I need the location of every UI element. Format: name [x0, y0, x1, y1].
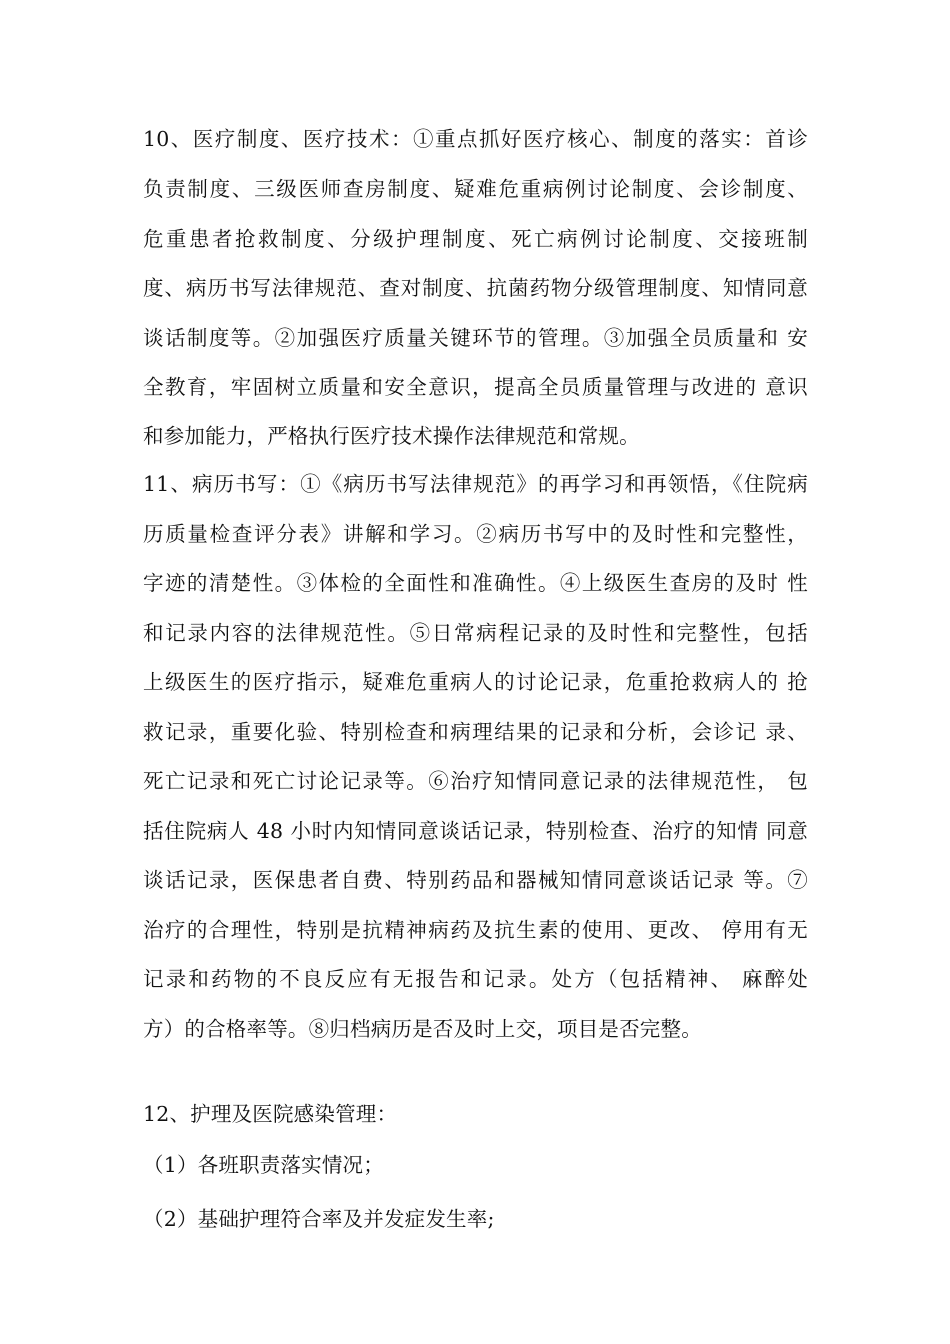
section-11-line-5: 上级医生的医疗指示，疑难危重病人的讨论记录，危重抢救病人的 抢 — [143, 670, 808, 694]
section-10-line-3: 危重患者抢救制度、分级护理制度、死亡病例讨论制度、交接班制 — [143, 227, 808, 251]
section-11-line-3: 字迹的清楚性。③体检的全面性和准确性。④上级医生查房的及时 性 — [143, 571, 808, 595]
section-11-line-11: 记录和药物的不良反应有无报告和记录。处方（包括精神、 麻醉处 — [143, 967, 808, 991]
section-12-item-1: （1）各班职责落实情况； — [143, 1153, 384, 1177]
section-11-line-9: 谈话记录，医保患者自费、特别药品和器械知情同意谈话记录 等。⑦ — [143, 868, 808, 892]
section-11-line-8: 括住院病人 48 小时内知情同意谈话记录，特别检查、治疗的知情 同意 — [143, 819, 808, 843]
section-11-line-6: 救记录，重要化验、特别检查和病理结果的记录和分析，会诊记 录、 — [143, 720, 808, 744]
section-10-line-4: 度、病历书写法律规范、查对制度、抗菌药物分级管理制度、知情同意 — [143, 276, 808, 300]
section-10-line-7: 和参加能力，严格执行医疗技术操作法律规范和常规。 — [143, 424, 640, 448]
section-11-line-7: 死亡记录和死亡讨论记录等。⑥治疗知情同意记录的法律规范性， 包 — [143, 769, 808, 793]
section-12-item-2: （2）基础护理符合率及并发症发生率; — [143, 1207, 495, 1231]
section-11-line-4: 和记录内容的法律规范性。⑤日常病程记录的及时性和完整性，包括 — [143, 621, 808, 645]
section-10-line-2: 负责制度、三级医师查房制度、疑难危重病例讨论制度、会诊制度、 — [143, 177, 808, 201]
section-10-line-6: 全教育，牢固树立质量和安全意识，提高全员质量管理与改进的 意识 — [143, 375, 808, 399]
section-11-line-12: 方）的合格率等。⑧归档病历是否及时上交，项目是否完整。 — [143, 1017, 702, 1041]
section-11-line-2: 历质量检查评分表》讲解和学习。②病历书写中的及时性和完整性， — [143, 522, 808, 546]
section-12-heading: 12、护理及医院感染管理： — [143, 1102, 398, 1126]
section-10-line-1: 10、医疗制度、医疗技术：①重点抓好医疗核心、制度的落实：首诊 — [143, 127, 808, 151]
section-10-line-5: 谈话制度等。②加强医疗质量关键环节的管理。③加强全员质量和 安 — [143, 326, 808, 350]
section-11-line-1: 11、病历书写：①《病历书写法律规范》的再学习和再领悟，《住院病 — [143, 472, 808, 496]
section-11-line-10: 治疗的合理性，特别是抗精神病药及抗生素的使用、更改、 停用有无 — [143, 918, 808, 942]
